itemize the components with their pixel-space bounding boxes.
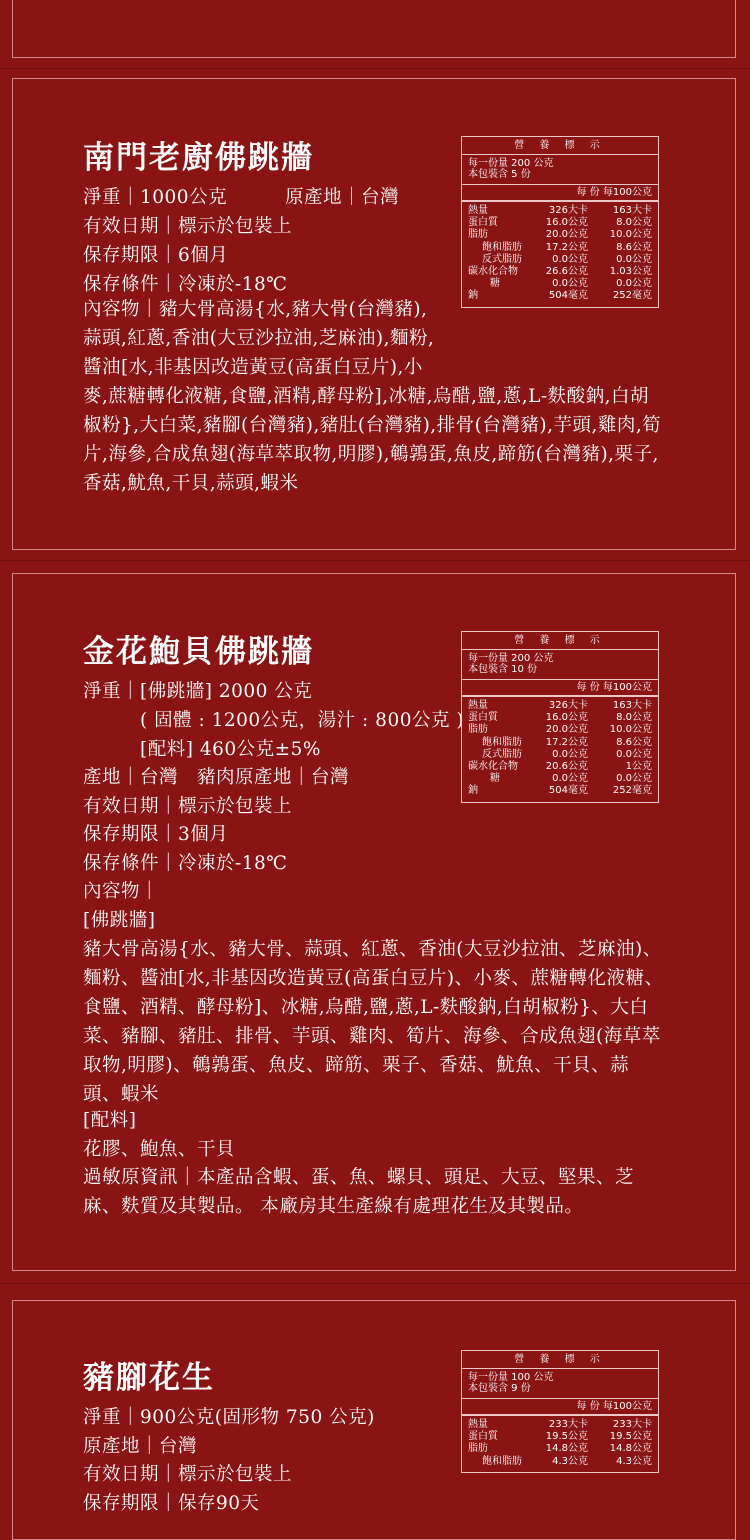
previous-product-panel [12, 0, 736, 58]
per-100g-value: 0.0公克 [616, 748, 652, 760]
per-100g-value: 0.0公克 [616, 253, 652, 265]
shelf-life-line: 保存期限｜3個月 [83, 824, 229, 845]
nutrition-row [468, 290, 652, 302]
net-weight: 淨重｜1000公克 [83, 187, 228, 208]
per-100g-value: 19.5公克 [609, 1431, 652, 1443]
nutrition-rows [462, 697, 658, 802]
per-serving-value: 233大卡 [548, 1419, 588, 1430]
topping-label: [配料] [83, 1110, 137, 1131]
per-100g-value: 1.03公克 [609, 265, 652, 277]
per-serving-value: 20.6公克 [545, 760, 588, 772]
per-100g-value: 8.6公克 [616, 736, 652, 748]
nutrition-row [468, 254, 652, 266]
nutrition-header: 營 養 標 示 [462, 137, 658, 155]
nutrient-name: 飽和脂肪 [482, 241, 522, 253]
nutrient-name: 熱量 [468, 1419, 488, 1430]
per-100g-value: 163大卡 [612, 205, 652, 216]
nutrient-name: 糖 [490, 773, 500, 785]
ingredients-text: 豬大骨高湯{水、豬大骨、蒜頭、紅蔥、香油(大豆沙拉油、芝麻油)、麵粉、醬油[水,非基因改造黃豆(高蛋白豆片)、小麥、蔗糖轉化液糖、食鹽、酒精、酵母粉]、冰糖,烏醋,鹽,蔥,L-麩酸鈉,白胡椒粉}、大白菜、豬腳、豬肚、排骨、芋頭、雞肉、筍片、海參、合成魚翅(海草萃取物,明膠)、鵪鶉蛋、魚皮、蹄筋、栗子、香菇、魷魚、干貝、蒜頭、蝦米 [83, 939, 664, 1105]
per-100g-value: 0.0公克 [616, 278, 652, 290]
per-serving-value: 326大卡 [548, 205, 588, 216]
per-100g-value: 252毫克 [612, 785, 652, 797]
nutrient-name: 反式脂肪 [482, 748, 522, 760]
ingredients-text: 內容物｜豬大骨高湯{水,豬大骨(台灣豬),蒜頭,紅蔥,香油(大豆沙拉油,芝麻油),麵粉,醬油[水,非基因改造黃豆(高蛋白豆片),小麥,蔗糖轉化液糖,食鹽,酒精,酵母粉],冰糖,烏醋,鹽,蔥,L-麩酸鈉,白胡椒粉},大白菜,豬腳(台灣豬),豬肚(台灣豬),排骨(台灣豬),芋頭,雞肉,筍片,海參,合成魚翅(海草萃取物,明膠),鵪鶉蛋,魚皮,蹄筋(台灣豬),栗子,香菇,魷魚,干貝,蒜頭,蝦米 [83, 299, 662, 494]
separator [0, 560, 750, 561]
nutrition-row [468, 700, 652, 712]
per-serving-value: 504毫克 [548, 290, 588, 302]
per-serving-value: 16.0公克 [545, 712, 588, 724]
product-title-2: 金花鮑貝佛跳牆 [83, 634, 314, 670]
nutrient-name: 蛋白質 [468, 217, 498, 229]
nutrition-columns: 每 份 每100公克 [462, 680, 658, 697]
per-100g-value: 8.0公克 [616, 217, 652, 229]
topping-weight-line: [配料] 460公克±5% [140, 739, 321, 760]
per-100g-value: 163大卡 [612, 700, 652, 711]
product-title-3: 豬腳花生 [83, 1360, 215, 1396]
product-title-1: 南門老廚佛跳牆 [83, 140, 314, 176]
soup-label: [佛跳牆] [83, 910, 156, 931]
storage-line: 保存條件｜冷凍於-18℃ [83, 274, 288, 295]
nutrition-row [468, 278, 652, 290]
origin: 原產地｜台灣 [285, 187, 400, 208]
expiry-line: 有效日期｜標示於包裝上 [83, 1464, 293, 1485]
nutrition-row [468, 761, 652, 773]
shelf-life-line: 保存期限｜6個月 [83, 245, 229, 266]
per-100g-value: 0.0公克 [616, 773, 652, 785]
nutrition-header: 營 養 標 示 [462, 1351, 658, 1369]
separator [0, 1283, 750, 1284]
per-100g-value: 14.8公克 [609, 1443, 652, 1455]
per-serving-value: 504毫克 [548, 785, 588, 797]
per-serving-value: 16.0公克 [545, 217, 588, 229]
nutrition-row [468, 773, 652, 785]
net-weight-line: 淨重｜900公克(固形物 750 公克) [83, 1407, 375, 1428]
per-serving-value: 4.3公克 [552, 1455, 588, 1467]
nutrient-name: 蛋白質 [468, 1431, 498, 1443]
per-100g-value: 1公克 [625, 760, 652, 772]
nutrient-name: 鈉 [468, 785, 478, 797]
per-serving-value: 14.8公克 [545, 1443, 588, 1455]
nutrition-row [468, 724, 652, 736]
nutrition-label-3 [461, 1350, 659, 1473]
origin-line: 原產地｜台灣 [83, 1436, 198, 1457]
nutrient-name: 脂肪 [468, 724, 488, 736]
per-100g-value: 233大卡 [612, 1419, 652, 1430]
nutrition-row [468, 217, 652, 229]
nutrition-rows [462, 1416, 658, 1472]
per-serving-value: 0.0公克 [552, 278, 588, 290]
nutrition-serving: 每一份量 100 公克 本包裝含 9 份 [462, 1369, 658, 1399]
nutrition-row [468, 1431, 652, 1443]
nutrition-columns: 每 份 每100公克 [462, 185, 658, 202]
per-100g-value: 4.3公克 [616, 1455, 652, 1467]
nutrition-header: 營 養 標 示 [462, 632, 658, 650]
separator [0, 68, 750, 69]
nutrition-row [468, 1456, 652, 1468]
per-serving-value: 20.0公克 [545, 724, 588, 736]
nutrient-name: 反式脂肪 [482, 253, 522, 265]
nutrient-name: 飽和脂肪 [482, 736, 522, 748]
nutrient-name: 碳水化合物 [468, 265, 518, 277]
nutrition-serving: 每一份量 200 公克 本包裝含 5 份 [462, 155, 658, 185]
expiry-line: 有效日期｜標示於包裝上 [83, 216, 293, 237]
per-serving-value: 17.2公克 [545, 241, 588, 253]
per-serving-value: 26.6公克 [545, 265, 588, 277]
allergen-info: 過敏原資訊｜本產品含蝦、蛋、魚、螺貝、頭足、大豆、堅果、芝麻、麩質及其製品。 本廠房其生產線有處理花生及其製品。 [83, 1167, 635, 1217]
per-serving-value: 0.0公克 [552, 773, 588, 785]
nutrient-name: 熱量 [468, 700, 488, 711]
shelf-life-line: 保存期限｜保存90天 [83, 1493, 260, 1514]
solid-liquid-line: ( 固體 : 1200公克，湯汁 : 800公克 ) [140, 710, 465, 731]
nutrition-row [468, 737, 652, 749]
nutrition-row [468, 785, 652, 797]
nutrition-rows [462, 202, 658, 307]
nutrition-label-1 [461, 136, 659, 308]
per-100g-value: 10.0公克 [609, 229, 652, 241]
nutrient-name: 糖 [490, 278, 500, 290]
nutrient-name: 脂肪 [468, 229, 488, 241]
topping-contents: 花膠、鮑魚、干貝 [83, 1139, 236, 1160]
nutrition-serving: 每一份量 200 公克 本包裝含 10 份 [462, 650, 658, 680]
per-100g-value: 8.6公克 [616, 241, 652, 253]
per-serving-value: 0.0公克 [552, 748, 588, 760]
nutrition-row [468, 749, 652, 761]
origin-line: 產地｜台灣 豬肉原產地｜台灣 [83, 767, 350, 788]
contents-label: 內容物｜ [83, 881, 160, 902]
nutrient-name: 熱量 [468, 205, 488, 216]
per-serving-value: 19.5公克 [545, 1431, 588, 1443]
nutrient-name: 蛋白質 [468, 712, 498, 724]
nutrient-name: 飽和脂肪 [482, 1455, 522, 1467]
nutrition-row [468, 205, 652, 217]
nutrient-name: 脂肪 [468, 1443, 488, 1455]
nutrition-row [468, 1443, 652, 1455]
nutrition-row [468, 712, 652, 724]
per-serving-value: 20.0公克 [545, 229, 588, 241]
per-100g-value: 8.0公克 [616, 712, 652, 724]
nutrient-name: 鈉 [468, 290, 478, 302]
net-weight-line: 淨重｜[佛跳牆] 2000 公克 [83, 681, 313, 702]
nutrition-row [468, 266, 652, 278]
nutrition-label-2 [461, 631, 659, 803]
per-serving-value: 326大卡 [548, 700, 588, 711]
storage-line: 保存條件｜冷凍於-18℃ [83, 853, 288, 874]
nutrition-row [468, 242, 652, 254]
net-weight-line [83, 183, 399, 212]
per-serving-value: 0.0公克 [552, 253, 588, 265]
per-100g-value: 10.0公克 [609, 724, 652, 736]
nutrition-row [468, 229, 652, 241]
nutrition-columns: 每 份 每100公克 [462, 1399, 658, 1416]
nutrient-name: 碳水化合物 [468, 760, 518, 772]
per-100g-value: 252毫克 [612, 290, 652, 302]
per-serving-value: 17.2公克 [545, 736, 588, 748]
expiry-line: 有效日期｜標示於包裝上 [83, 796, 293, 817]
nutrition-row [468, 1419, 652, 1431]
